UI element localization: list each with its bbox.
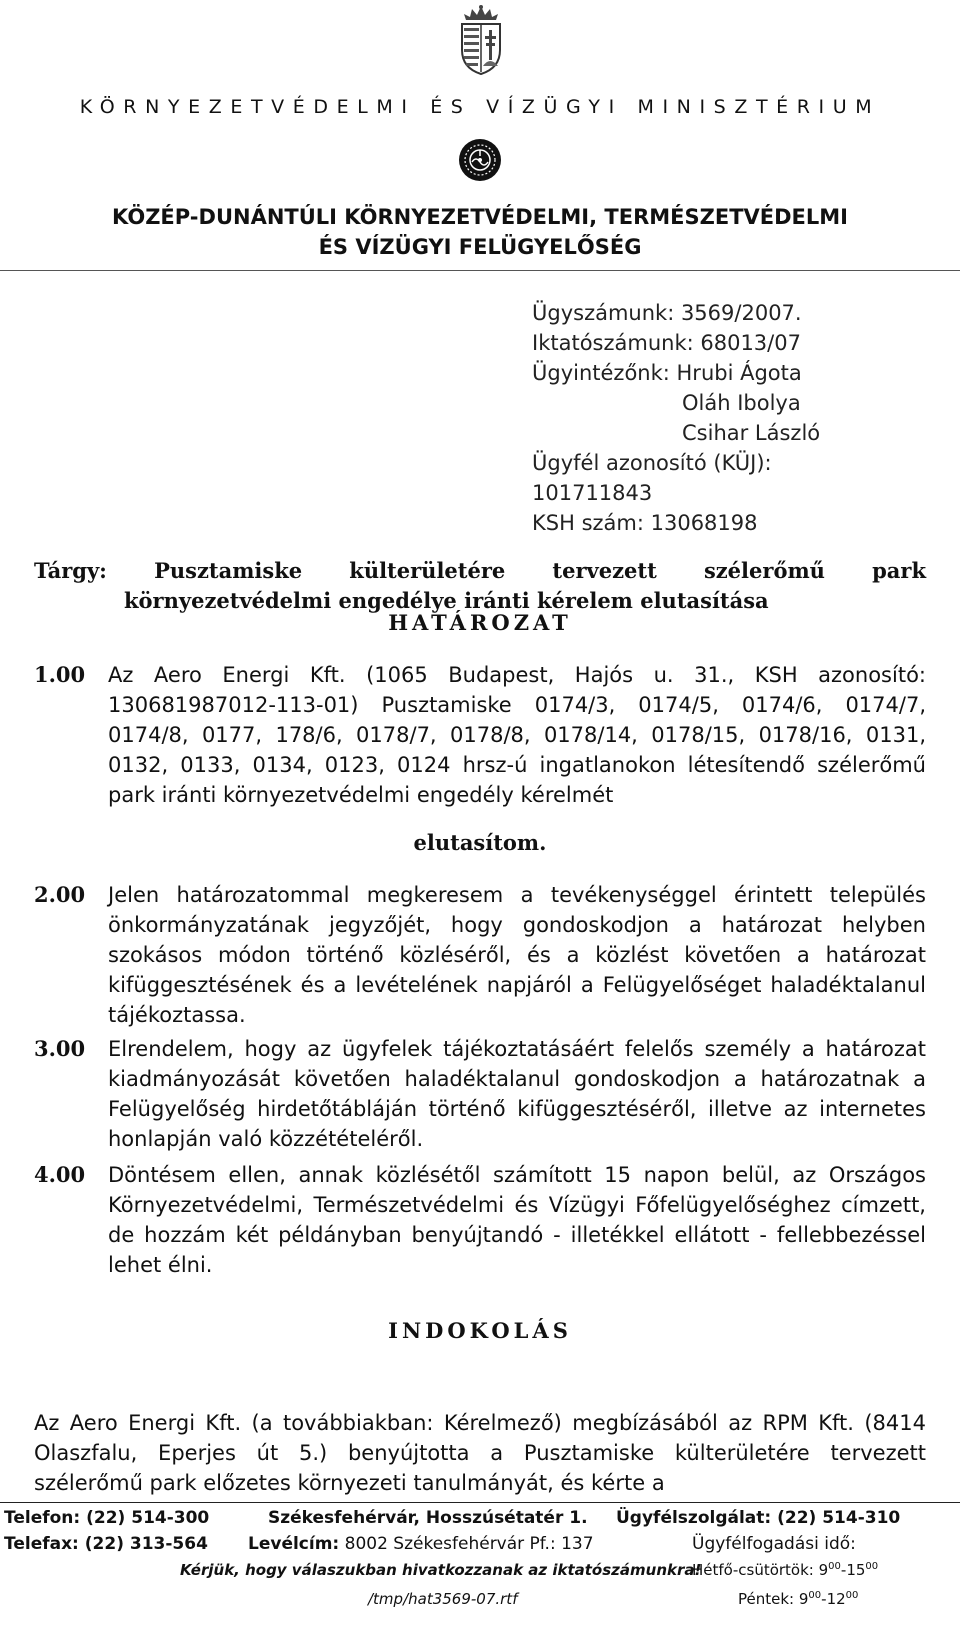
hours-sup: 00 bbox=[865, 1561, 879, 1572]
rejection-word: elutasítom. bbox=[413, 830, 547, 855]
item-number: 2.00 bbox=[34, 882, 86, 907]
case-number: Ügyszámunk: 3569/2007. bbox=[532, 301, 802, 325]
inspectorate-line-2: ÉS VÍZÜGYI FELÜGYELŐSÉG bbox=[318, 235, 642, 259]
footer-fax: Telefax: (22) 313-564 bbox=[4, 1534, 208, 1554]
item-number: 4.00 bbox=[34, 1162, 86, 1187]
item-text: Jelen határozatommal megkeresem a tevékenységgel érintett település önkormányzatának jegyzőjét, hogy gondoskodjon a határozat helyben szokásos módon történő közléséről, és a közlést követően a határozat kifüggesztésének és a levételének napjáról a Felügyelőséget haladéktalanul tájékoztassa. bbox=[108, 883, 926, 1027]
ministry-name: KÖRNYEZETVÉDELMI ÉS VÍZÜGYI MINISZTÉRIUM bbox=[79, 96, 881, 118]
reference-block bbox=[532, 298, 820, 538]
inspectorate-line-1: KÖZÉP-DUNÁNTÚLI KÖRNYEZETVÉDELMI, TERMÉSZETVÉDELMI bbox=[112, 205, 848, 229]
subject-word: tervezett bbox=[552, 558, 657, 583]
hours-sup: 00 bbox=[808, 1590, 822, 1601]
footer-file-path: /tmp/hat3569-07.rtf bbox=[368, 1590, 518, 1608]
footer-hours-label: Ügyfélfogadási idő: bbox=[692, 1534, 856, 1554]
item-text: Döntésem ellen, annak közlésétől számított 15 napon belül, az Országos Környezetvédelmi, Természetvédelmi és Vízügyi Főfelügyelőséghez címzett, de hozzám két példányban benyújtandó - illetékkel ellátott - fellebbezéssel lehet élni. bbox=[108, 1163, 926, 1277]
client-id-label: Ügyfél azonosító (KÜJ): bbox=[532, 451, 772, 475]
decision-item-3 bbox=[34, 1034, 926, 1154]
footer-hours-friday bbox=[738, 1590, 858, 1608]
footer-address: Székesfehérvár, Hosszúsétatér 1. bbox=[268, 1508, 588, 1528]
footer-notice: Kérjük, hogy válaszukban hivatkozzanak az iktatószámunkra! bbox=[180, 1561, 702, 1579]
administrator-2: Oláh Ibolya bbox=[682, 391, 801, 415]
footer-mail bbox=[248, 1534, 594, 1554]
footer-service-phone: Ügyfélszolgálat: (22) 514-310 bbox=[616, 1508, 901, 1528]
hours-sup: 00 bbox=[845, 1590, 859, 1601]
hours-text: -15 bbox=[840, 1561, 866, 1579]
item-number: 1.00 bbox=[34, 662, 86, 687]
inspectorate-name bbox=[0, 202, 960, 262]
hours-text: Péntek: 9 bbox=[738, 1590, 809, 1608]
subject-line-2: környezetvédelmi engedélye iránti kérelem elutasítása bbox=[124, 588, 769, 613]
client-id: 101711843 bbox=[532, 481, 653, 505]
decision-heading: HATÁROZAT bbox=[388, 610, 572, 635]
hours-text: Hétfő-csütörtök: 9 bbox=[692, 1561, 829, 1579]
footer-mail-address: 8002 Székesfehérvár Pf.: 137 bbox=[344, 1534, 594, 1554]
footer-hours-weekdays bbox=[692, 1561, 878, 1579]
reasoning-heading: INDOKOLÁS bbox=[388, 1318, 572, 1343]
subject-word: park bbox=[872, 558, 926, 583]
administrator-3: Csihar László bbox=[682, 421, 821, 445]
filing-number: Iktatószámunk: 68013/07 bbox=[532, 331, 801, 355]
hours-sup: 00 bbox=[828, 1561, 841, 1572]
subject-word: külterületére bbox=[349, 558, 506, 583]
administrator: Ügyintézőnk: Hrubi Ágota bbox=[532, 361, 802, 385]
decision-item-2 bbox=[34, 880, 926, 1030]
item-text: Elrendelem, hogy az ügyfelek tájékoztatásáért felelős személy a határozat kiadmányozását követően haladéktalanul gondoskodjon a határozatnak a Felügyelőség hirdetőtábláján történő kifüggesztéséről, illetve az internetes honlapján való közzétételéről. bbox=[108, 1037, 926, 1151]
footer-phone: Telefon: (22) 514-300 bbox=[4, 1508, 210, 1528]
item-number: 3.00 bbox=[34, 1036, 86, 1061]
footer-mail-label: Levélcím: bbox=[248, 1534, 340, 1554]
reasoning-paragraph: Az Aero Energi Kft. (a továbbiakban: Kérelmező) megbízásából az RPM Kft. (8414 Olaszfalu, Eperjes út 5.) benyújtotta a Pusztamiske külterületére tervezett szélerőmű park előzetes környezeti tanulmányát, és kérte a bbox=[34, 1411, 926, 1495]
item-text: Az Aero Energi Kft. (1065 Budapest, Hajós u. 31., KSH azonosító: 130681987012-113-01) Pusztamiske 0174/3, 0174/5, 0174/6, 0174/7, 0174/8, 0177, 178/6, 0178/7, 0178/8, 0178/14, 0178/15, 0178/16, 0131, 0132, 0133, 0134, 0123, 0124 hrsz-ú ingatlanokon létesítendő szélerőmű park iránti környezetvédelmi engedély kérelmét bbox=[108, 663, 926, 807]
ksh-number: KSH szám: 13068198 bbox=[532, 511, 758, 535]
coat-of-arms-icon bbox=[456, 4, 506, 76]
subject-word: Pusztamiske bbox=[154, 558, 303, 583]
decision-item-4 bbox=[34, 1160, 926, 1280]
hours-text: -12 bbox=[821, 1590, 846, 1608]
subject-block bbox=[34, 556, 926, 616]
agency-emblem-icon bbox=[458, 138, 502, 182]
header-divider bbox=[0, 270, 960, 271]
subject-word: szélerőmű bbox=[703, 558, 825, 583]
footer-divider bbox=[0, 1502, 960, 1503]
subject-label: Tárgy: bbox=[34, 558, 107, 583]
decision-item-1 bbox=[34, 660, 926, 810]
